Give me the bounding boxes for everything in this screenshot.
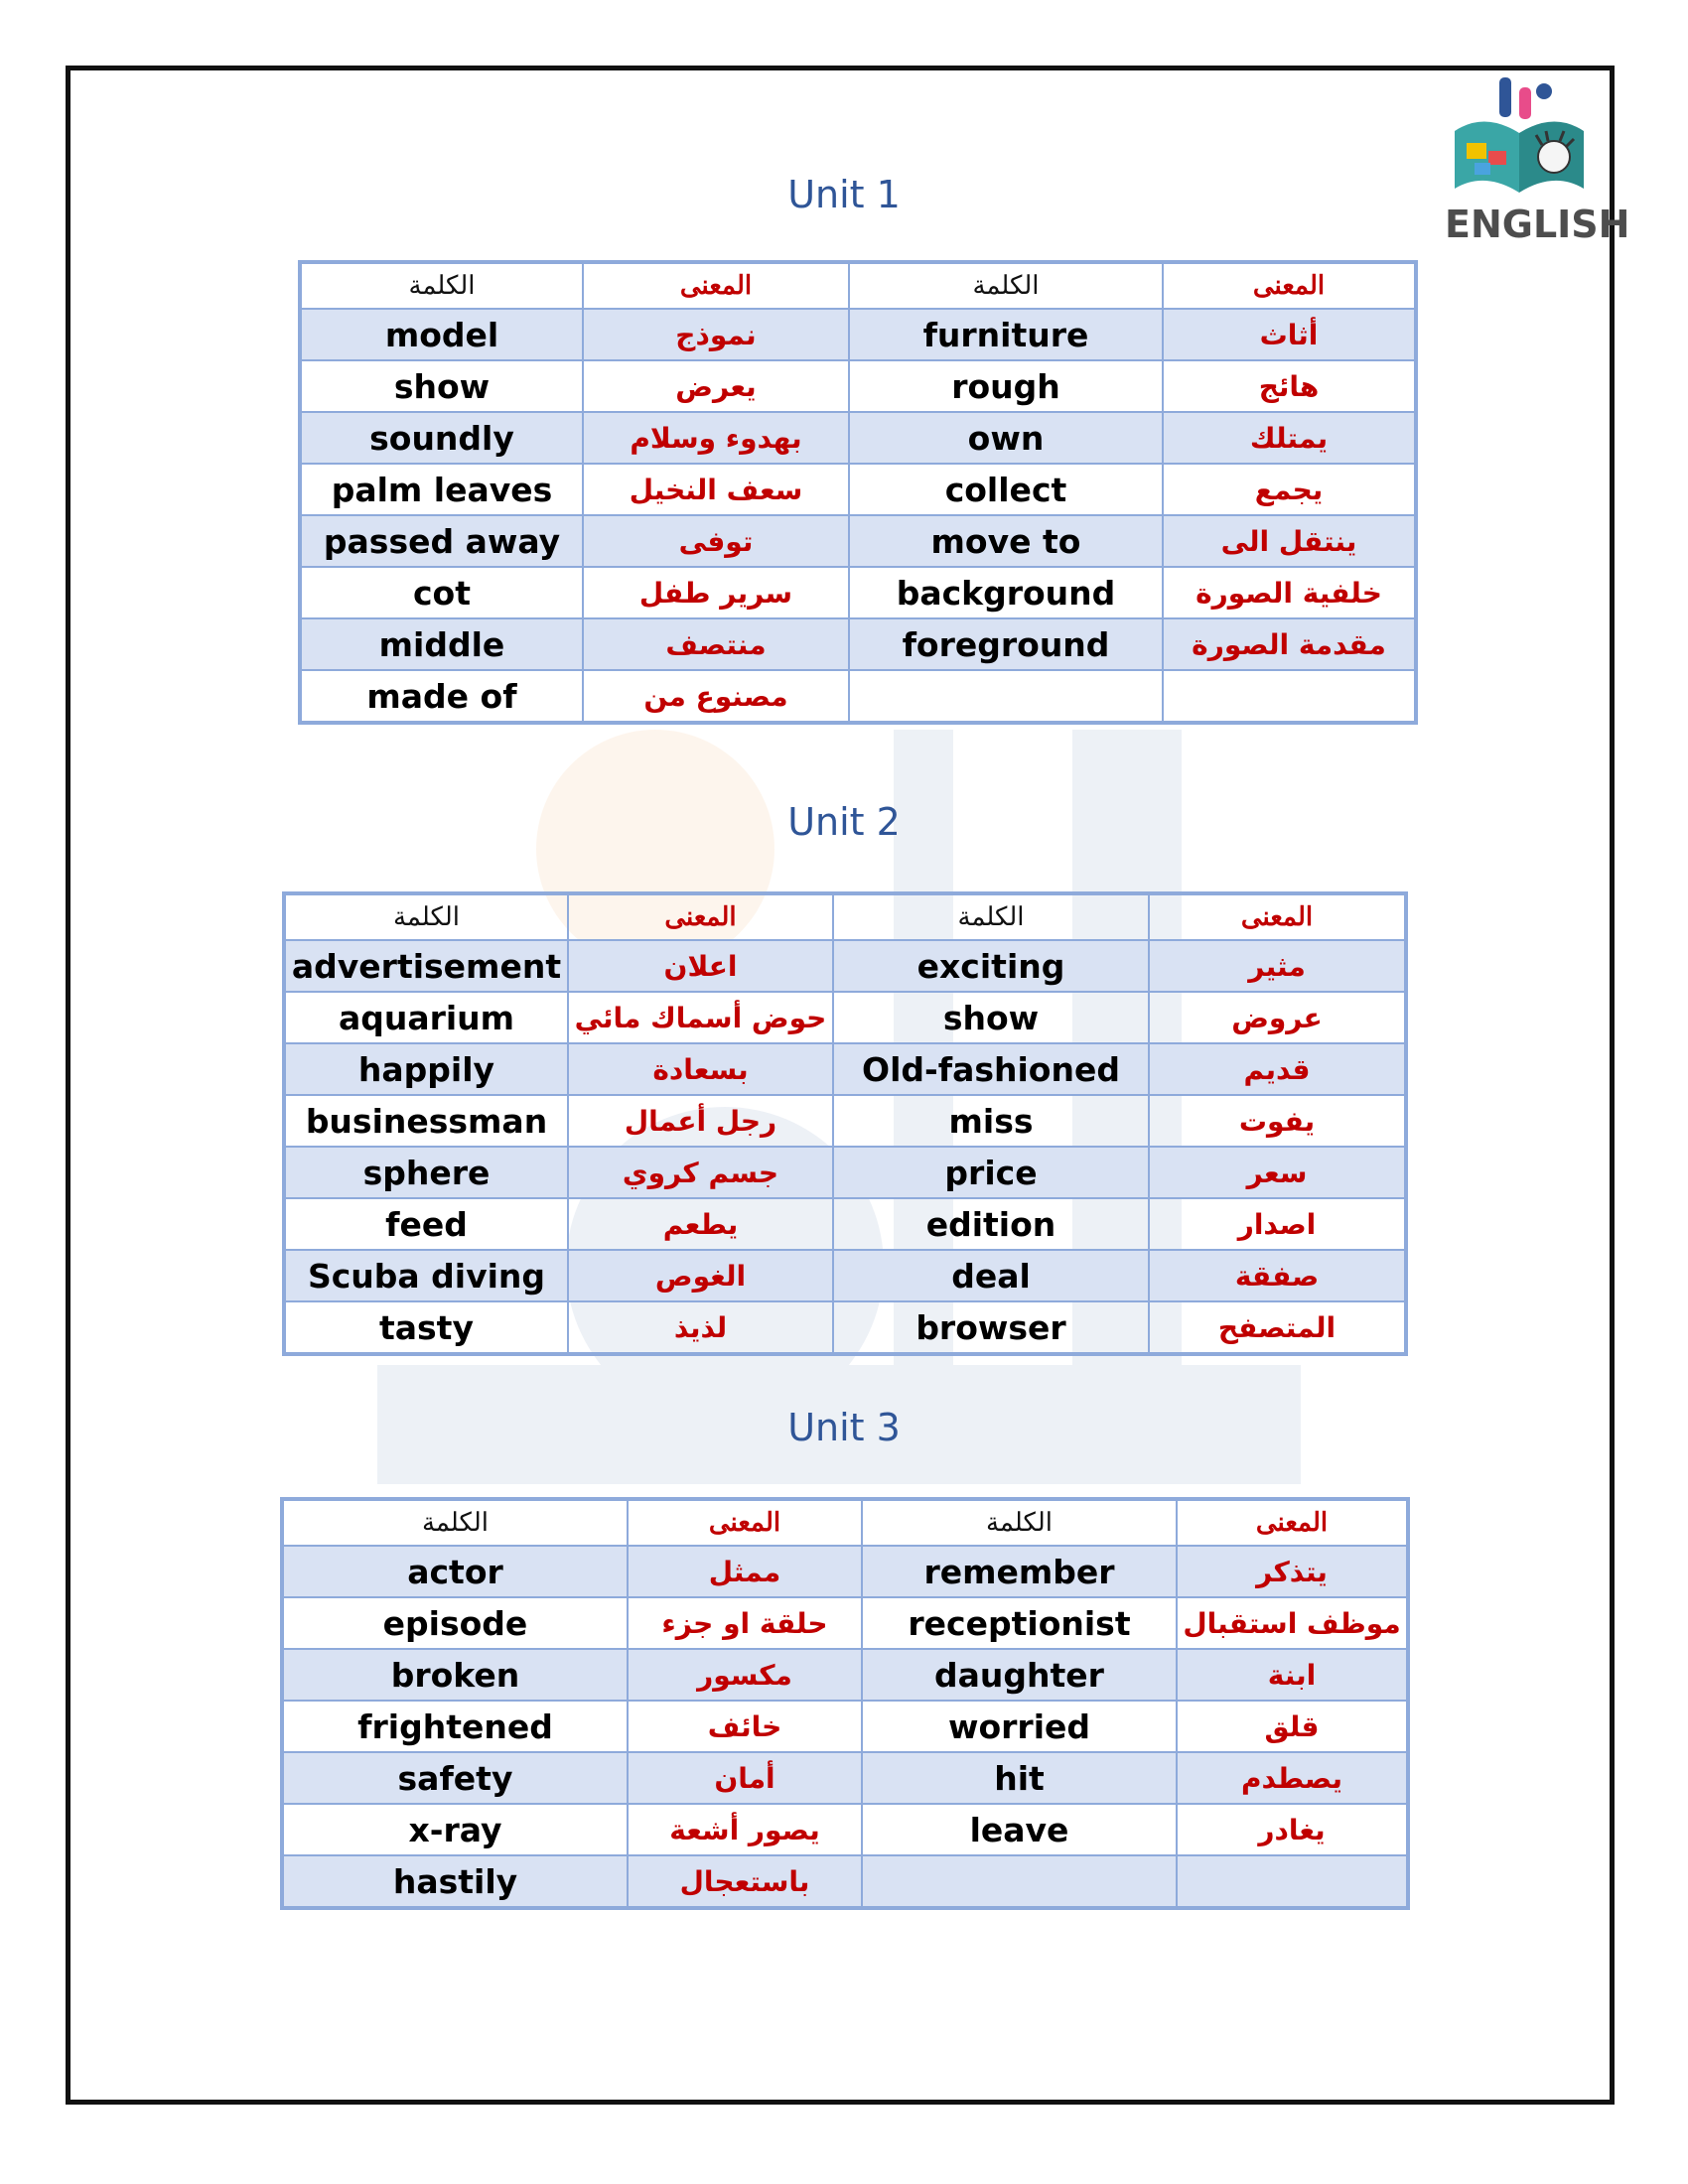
meaning-cell: اعلان: [568, 940, 833, 992]
meaning-cell: صفقة: [1149, 1250, 1406, 1301]
word-cell: move to: [849, 515, 1163, 567]
word-cell: businessman: [284, 1095, 568, 1147]
header-meaning: المعنى: [628, 1499, 862, 1546]
table-header-row: [282, 1499, 1408, 1546]
table-header-row: [284, 893, 1406, 940]
table-row: [300, 567, 1416, 618]
meaning-cell: حوض أسماك مائي: [568, 992, 833, 1043]
meaning-cell: خلفية الصورة: [1163, 567, 1416, 618]
word-cell: show: [300, 360, 583, 412]
header-word: الكلمة: [833, 893, 1149, 940]
meaning-cell: جسم كروي: [568, 1147, 833, 1198]
table-row: [284, 1250, 1406, 1301]
word-cell: Old-fashioned: [833, 1043, 1149, 1095]
word-cell: rough: [849, 360, 1163, 412]
word-cell: own: [849, 412, 1163, 464]
word-cell: passed away: [300, 515, 583, 567]
meaning-cell: الغوص: [568, 1250, 833, 1301]
meaning-cell: حلقة او جزء: [628, 1597, 862, 1649]
meaning-cell: عروض: [1149, 992, 1406, 1043]
meaning-cell: [1177, 1855, 1408, 1908]
meaning-cell: يجمع: [1163, 464, 1416, 515]
word-cell: [849, 670, 1163, 723]
meaning-cell: يفوت: [1149, 1095, 1406, 1147]
word-cell: x-ray: [282, 1804, 628, 1855]
word-cell: advertisement: [284, 940, 568, 992]
table-row: [300, 412, 1416, 464]
header-meaning: المعنى: [1177, 1499, 1408, 1546]
word-cell: leave: [862, 1804, 1177, 1855]
header-meaning: المعنى: [583, 262, 849, 309]
meaning-cell: منتصف: [583, 618, 849, 670]
table-row: [300, 515, 1416, 567]
table-row: [300, 360, 1416, 412]
table-row: [300, 464, 1416, 515]
word-cell: safety: [282, 1752, 628, 1804]
unit-title: Unit 3: [787, 1406, 901, 1449]
table-header-row: [300, 262, 1416, 309]
meaning-cell: مثير: [1149, 940, 1406, 992]
header-meaning: المعنى: [1163, 262, 1416, 309]
vocab-table-unit-2: [282, 891, 1408, 1356]
word-cell: worried: [862, 1701, 1177, 1752]
word-cell: broken: [282, 1649, 628, 1701]
meaning-cell: مصنوع من: [583, 670, 849, 723]
table-row: [284, 1043, 1406, 1095]
word-cell: feed: [284, 1198, 568, 1250]
word-cell: aquarium: [284, 992, 568, 1043]
meaning-cell: يطعم: [568, 1198, 833, 1250]
header-word: الكلمة: [282, 1499, 628, 1546]
word-cell: show: [833, 992, 1149, 1043]
meaning-cell: أثاث: [1163, 309, 1416, 360]
logo-text: ENGLISH: [1445, 203, 1630, 246]
meaning-cell: يغادر: [1177, 1804, 1408, 1855]
table-row: [300, 670, 1416, 723]
word-cell: price: [833, 1147, 1149, 1198]
header-word: الكلمة: [284, 893, 568, 940]
meaning-cell: بسعادة: [568, 1043, 833, 1095]
word-cell: miss: [833, 1095, 1149, 1147]
meaning-cell: رجل أعمال: [568, 1095, 833, 1147]
meaning-cell: نموذج: [583, 309, 849, 360]
meaning-cell: توفى: [583, 515, 849, 567]
header-word: الكلمة: [862, 1499, 1177, 1546]
word-cell: foreground: [849, 618, 1163, 670]
table-row: [284, 1095, 1406, 1147]
unit-title: Unit 2: [787, 800, 901, 844]
meaning-cell: مكسور: [628, 1649, 862, 1701]
meaning-cell: اصدار: [1149, 1198, 1406, 1250]
word-cell: receptionist: [862, 1597, 1177, 1649]
meaning-cell: قلق: [1177, 1701, 1408, 1752]
meaning-cell: باستعجال: [628, 1855, 862, 1908]
table-row: [284, 940, 1406, 992]
table-row: [282, 1804, 1408, 1855]
word-cell: frightened: [282, 1701, 628, 1752]
table-row: [284, 1301, 1406, 1354]
meaning-cell: أمان: [628, 1752, 862, 1804]
meaning-cell: المتصفح: [1149, 1301, 1406, 1354]
header-meaning: المعنى: [1149, 893, 1406, 940]
table-row: [284, 1147, 1406, 1198]
meaning-cell: يصطدم: [1177, 1752, 1408, 1804]
table-row: [282, 1597, 1408, 1649]
meaning-cell: لذيذ: [568, 1301, 833, 1354]
word-cell: daughter: [862, 1649, 1177, 1701]
word-cell: remember: [862, 1546, 1177, 1597]
word-cell: collect: [849, 464, 1163, 515]
meaning-cell: يمتلك: [1163, 412, 1416, 464]
meaning-cell: قديم: [1149, 1043, 1406, 1095]
word-cell: hit: [862, 1752, 1177, 1804]
table-row: [284, 992, 1406, 1043]
meaning-cell: سعر: [1149, 1147, 1406, 1198]
table-row: [282, 1752, 1408, 1804]
meaning-cell: بهدوء وسلام: [583, 412, 849, 464]
word-cell: edition: [833, 1198, 1149, 1250]
word-cell: Scuba diving: [284, 1250, 568, 1301]
meaning-cell: سرير طفل: [583, 567, 849, 618]
word-cell: happily: [284, 1043, 568, 1095]
word-cell: hastily: [282, 1855, 628, 1908]
word-cell: [862, 1855, 1177, 1908]
meaning-cell: يصور أشعة: [628, 1804, 862, 1855]
vocab-table-unit-3: [280, 1497, 1410, 1910]
word-cell: browser: [833, 1301, 1149, 1354]
brand-logo: [1445, 71, 1630, 250]
header-meaning: المعنى: [568, 893, 833, 940]
unit-title: Unit 1: [787, 173, 901, 216]
word-cell: made of: [300, 670, 583, 723]
word-cell: tasty: [284, 1301, 568, 1354]
meaning-cell: خائف: [628, 1701, 862, 1752]
word-cell: palm leaves: [300, 464, 583, 515]
word-cell: episode: [282, 1597, 628, 1649]
word-cell: soundly: [300, 412, 583, 464]
table-row: [282, 1649, 1408, 1701]
meaning-cell: يعرض: [583, 360, 849, 412]
meaning-cell: سعف النخيل: [583, 464, 849, 515]
table-row: [282, 1701, 1408, 1752]
word-cell: exciting: [833, 940, 1149, 992]
meaning-cell: موظف استقبال: [1177, 1597, 1408, 1649]
word-cell: background: [849, 567, 1163, 618]
word-cell: deal: [833, 1250, 1149, 1301]
meaning-cell: ممثل: [628, 1546, 862, 1597]
meaning-cell: مقدمة الصورة: [1163, 618, 1416, 670]
meaning-cell: يتذكر: [1177, 1546, 1408, 1597]
word-cell: sphere: [284, 1147, 568, 1198]
meaning-cell: [1163, 670, 1416, 723]
word-cell: middle: [300, 618, 583, 670]
meaning-cell: هائج: [1163, 360, 1416, 412]
table-row: [282, 1546, 1408, 1597]
table-row: [300, 309, 1416, 360]
table-row: [300, 618, 1416, 670]
word-cell: furniture: [849, 309, 1163, 360]
word-cell: cot: [300, 567, 583, 618]
table-row: [284, 1198, 1406, 1250]
meaning-cell: ينتقل الى: [1163, 515, 1416, 567]
meaning-cell: ابنة: [1177, 1649, 1408, 1701]
word-cell: actor: [282, 1546, 628, 1597]
vocab-table-unit-1: [298, 260, 1418, 725]
table-row: [282, 1855, 1408, 1908]
header-word: الكلمة: [300, 262, 583, 309]
header-word: الكلمة: [849, 262, 1163, 309]
word-cell: model: [300, 309, 583, 360]
